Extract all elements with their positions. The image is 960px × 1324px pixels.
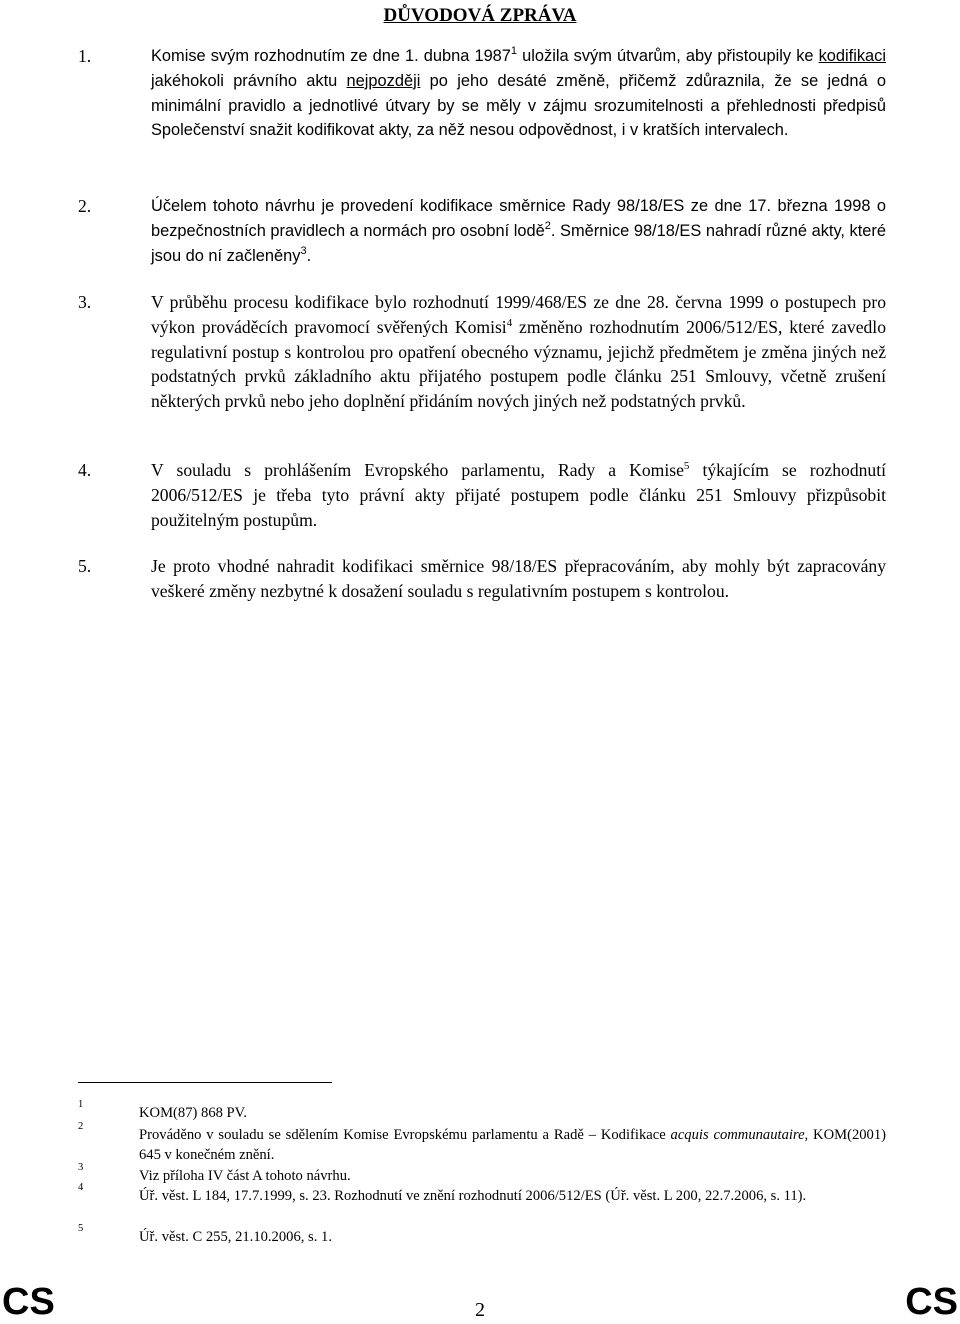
paragraph-4: [78, 458, 886, 532]
footnote-text: KOM(87) 868 PV.: [139, 1105, 247, 1121]
paragraph-text: V průběhu procesu kodifikace bylo rozhodnutí 1999/468/ES ze dne 28. června 1999 o postupech pro výkon prováděcích pravomocí svěřených Komisi$^4$ změněno rozhodnutím 2006/512/ES, které zavedlo regulativní postup s kontrolou pro opatření obecného významu, jejichž předmětem je změna jiných než podstatných prvků základního aktu přijatého postupem podle článku 251 Smlouvy, včetně zrušení některých prvků nebo jeho doplnění přidáním nových jiných než podstatných prvků.: [151, 292, 886, 412]
paragraph-5: [78, 554, 886, 604]
footnote: [78, 1223, 886, 1247]
paragraph-text: Účelem tohoto návrhu je provedení kodifikace směrnice Rady 98/18/ES ze dne 17. března 1998 o bezpečnostních pravidlech a normách pro osobní lodě$^2$. Směrnice 98/18/ES nahradí různé akty, které jsou do ní začleněny$^3$.: [151, 197, 886, 265]
italic-term: acquis communautaire: [670, 1127, 805, 1143]
paragraph-number: 1.: [78, 46, 92, 66]
footnote-number: 4: [78, 1182, 84, 1193]
paragraph-text: Komise svým rozhodnutím ze dne 1. dubna 1987$^1$ uložila svým útvarům, aby přistoupily ke kodifikaci jakéhokoli právního aktu nejpozději po jeho desáté změně, přičemž zdůraznila, že se jedná o minimální pravidlo a jednotlivé útvary by se měly v zájmu srozumitelnosti a přehlednosti předpisů Společenství snažit kodifikovat akty, za něž nesou odpovědnost, i v kratších intervalech.: [151, 45, 887, 140]
footnote-text: Úř. věst. C 255, 21.10.2006, s. 1.: [139, 1229, 332, 1245]
footnote-separator: [78, 1082, 332, 1083]
footnote-number: 1: [78, 1099, 84, 1110]
paragraph-text: V souladu s prohlášením Evropského parlamentu, Rady a Komise$^5$ týkajícím se rozhodnutí 2006/512/ES je třeba tyto právní akty přijaté postupem podle článku 251 Smlouvy přizpůsobit použitelným postupům.: [151, 460, 886, 530]
paragraph-number: 4.: [78, 460, 92, 480]
footnote-text: Viz příloha IV část A tohoto návrhu.: [139, 1168, 351, 1184]
paragraph-number: 5.: [78, 556, 92, 576]
footnote-number: 3: [78, 1162, 84, 1173]
page-number: 2: [475, 1299, 485, 1321]
paragraph-number: 3.: [78, 292, 92, 312]
footnote: [78, 1121, 887, 1165]
footer-language-code-left: CS: [2, 1281, 55, 1323]
footnote-ref[interactable]: 1: [510, 45, 518, 57]
footnote-ref[interactable]: 3: [300, 244, 307, 257]
footnote: [78, 1182, 886, 1206]
footer-language-code-right: CS: [905, 1281, 958, 1323]
footnote-text: Úř. věst. L 184, 17.7.1999, s. 23. Rozhodnutí ve znění rozhodnutí 2006/512/ES (Úř. věst. L 200, 22.7.2006, s. 11).: [139, 1188, 807, 1204]
paragraph-text: Je proto vhodné nahradit kodifikaci směrnice 98/18/ES přepracováním, aby mohly být zapracovány veškeré změny nezbytné k dosažení souladu s regulativním postupem s kontrolou.: [151, 556, 886, 601]
footnote-text: Prováděno v souladu se sdělením Komise Evropskému parlamentu a Radě – Kodifikace acquis communautaire, KOM(2001) 645 v konečném znění.: [139, 1127, 887, 1163]
underlined-term: nejpozději: [346, 71, 421, 90]
underlined-term: kodifikaci: [818, 47, 887, 65]
footnote-number: 5: [78, 1223, 84, 1234]
footnote: [78, 1162, 886, 1186]
paragraph-2: [78, 194, 886, 268]
page-title: DŮVODOVÁ ZPRÁVA: [383, 5, 577, 26]
footnote-number: 2: [78, 1121, 84, 1132]
footnote-ref[interactable]: 2: [544, 219, 551, 232]
paragraph-number: 2.: [78, 196, 92, 216]
footnote-ref[interactable]: 4: [506, 316, 513, 329]
paragraph-3: [78, 290, 886, 414]
footnote: [78, 1099, 886, 1123]
footnote-ref[interactable]: 5: [683, 460, 690, 472]
paragraph-1: [78, 44, 886, 143]
